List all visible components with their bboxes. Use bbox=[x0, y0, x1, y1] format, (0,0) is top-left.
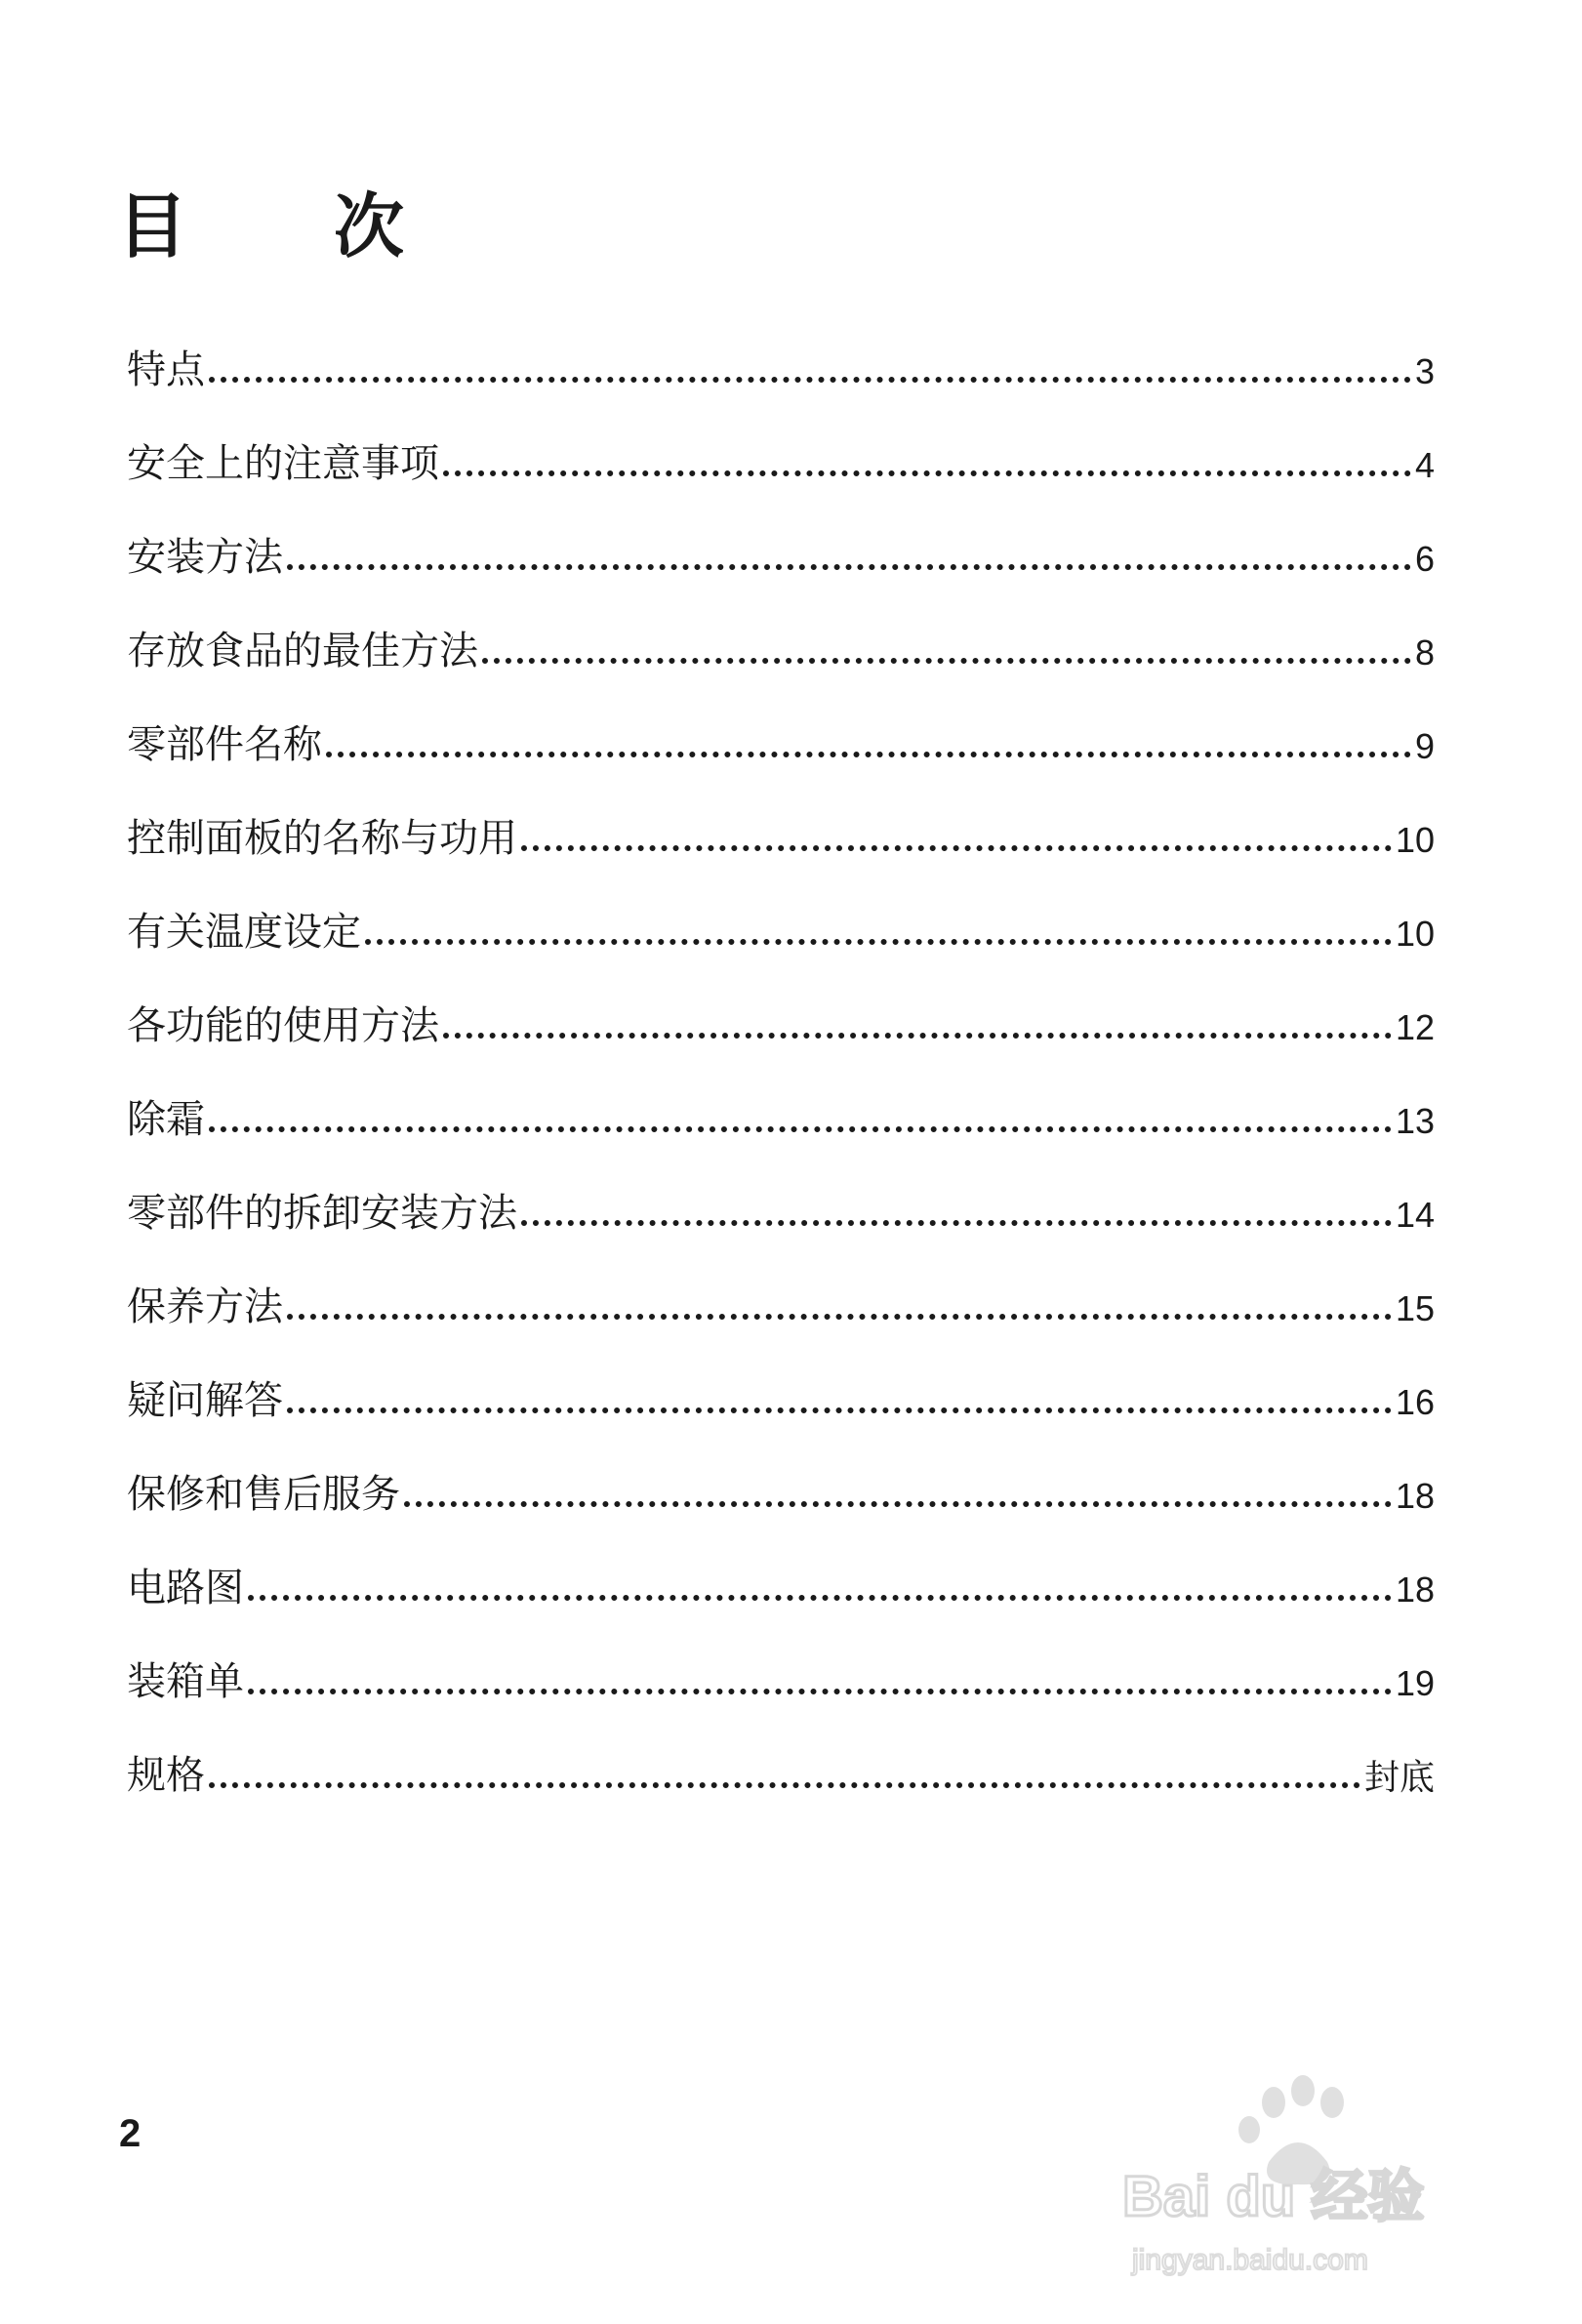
toc-entry-label: 存放食品的最佳方法 bbox=[127, 629, 478, 673]
toc-dot-leader bbox=[209, 377, 1411, 383]
toc-entry-page: 18 bbox=[1395, 1476, 1435, 1516]
toc-entry-label: 安装方法 bbox=[127, 535, 283, 580]
toc-entry-label: 有关温度设定 bbox=[127, 910, 361, 955]
toc-entry-page: 13 bbox=[1395, 1101, 1435, 1141]
toc-entry-page: 18 bbox=[1395, 1570, 1435, 1610]
toc-entry-label: 控制面板的名称与功用 bbox=[127, 816, 517, 861]
toc-entry-page: 10 bbox=[1395, 914, 1435, 954]
toc-entry[interactable] bbox=[127, 1139, 1435, 1236]
toc-entry[interactable] bbox=[127, 1233, 1435, 1329]
toc-entry-label: 装箱单 bbox=[127, 1659, 244, 1704]
toc-entry[interactable] bbox=[127, 1608, 1435, 1704]
toc-entry-label: 规格 bbox=[127, 1753, 205, 1798]
toc-entry-page: 9 bbox=[1414, 726, 1435, 766]
toc-dot-leader bbox=[326, 752, 1411, 757]
toc-entry[interactable] bbox=[127, 1514, 1435, 1608]
page-number: 2 bbox=[119, 2112, 142, 2155]
toc-dot-leader bbox=[443, 1033, 1392, 1039]
toc-entry-label: 特点 bbox=[127, 347, 205, 392]
toc-entry-label: 零部件的拆卸安装方法 bbox=[127, 1191, 517, 1236]
toc-dot-leader bbox=[365, 939, 1392, 945]
toc-dot-leader bbox=[287, 564, 1411, 570]
baidu-jingyan-watermark bbox=[1113, 2069, 1483, 2294]
toc-entry[interactable] bbox=[127, 858, 1435, 955]
watermark-brand-text: Bai du 经验 bbox=[1122, 2165, 1425, 2228]
toc-entry-page: 8 bbox=[1414, 632, 1435, 673]
toc-dot-leader bbox=[404, 1501, 1392, 1507]
toc-entry-label: 疑问解答 bbox=[127, 1378, 283, 1423]
toc-dot-leader bbox=[287, 1407, 1392, 1413]
toc-dot-leader bbox=[443, 470, 1411, 476]
toc-entry[interactable] bbox=[127, 1420, 1435, 1517]
watermark-url-text: jingyan.baidu.com bbox=[1132, 2244, 1368, 2276]
toc-entry-label: 保修和售后服务 bbox=[127, 1472, 400, 1517]
title-char-2: 次 bbox=[334, 185, 405, 267]
toc-entry[interactable] bbox=[127, 1045, 1435, 1142]
toc-entry[interactable] bbox=[127, 952, 1435, 1048]
toc-entry-page: 15 bbox=[1395, 1288, 1435, 1328]
toc-dot-leader bbox=[209, 1126, 1392, 1132]
toc-entry-page: 12 bbox=[1395, 1007, 1435, 1047]
toc-entry-page: 10 bbox=[1395, 820, 1435, 860]
toc-entry-page: 14 bbox=[1395, 1195, 1435, 1235]
toc-dot-leader bbox=[482, 658, 1411, 664]
toc-entry-label: 安全上的注意事项 bbox=[127, 441, 439, 486]
toc-entry-page: 封底 bbox=[1363, 1757, 1435, 1797]
toc-dot-leader bbox=[248, 1595, 1392, 1601]
toc-entry[interactable] bbox=[127, 1326, 1435, 1423]
toc-entry-page: 4 bbox=[1414, 445, 1435, 485]
toc-dot-leader bbox=[521, 845, 1392, 851]
page-title bbox=[117, 185, 405, 267]
toc-dot-leader bbox=[209, 1782, 1360, 1788]
toc-entry[interactable] bbox=[127, 577, 1435, 671]
toc-entry-page: 16 bbox=[1395, 1382, 1435, 1422]
toc-entry[interactable] bbox=[127, 296, 1435, 392]
toc-entry[interactable] bbox=[127, 764, 1435, 861]
toc-entry-page: 3 bbox=[1414, 351, 1435, 391]
toc-entry-page: 6 bbox=[1414, 539, 1435, 579]
toc-dot-leader bbox=[248, 1689, 1392, 1694]
toc-entry[interactable] bbox=[127, 389, 1435, 486]
toc-entry-label: 各功能的使用方法 bbox=[127, 1003, 439, 1048]
toc-entry-page: 19 bbox=[1395, 1663, 1435, 1703]
toc-entry-label: 除霜 bbox=[127, 1097, 205, 1142]
title-char-1: 目 bbox=[117, 185, 188, 267]
toc-entry-label: 保养方法 bbox=[127, 1284, 283, 1329]
toc-entry-label: 零部件名称 bbox=[127, 722, 322, 767]
toc-dot-leader bbox=[287, 1314, 1392, 1320]
table-of-contents bbox=[127, 296, 1435, 1798]
toc-entry[interactable] bbox=[127, 1701, 1435, 1798]
toc-entry[interactable] bbox=[127, 483, 1435, 580]
toc-dot-leader bbox=[521, 1220, 1392, 1226]
toc-entry-label: 电路图 bbox=[127, 1566, 244, 1610]
toc-entry[interactable] bbox=[127, 671, 1435, 767]
